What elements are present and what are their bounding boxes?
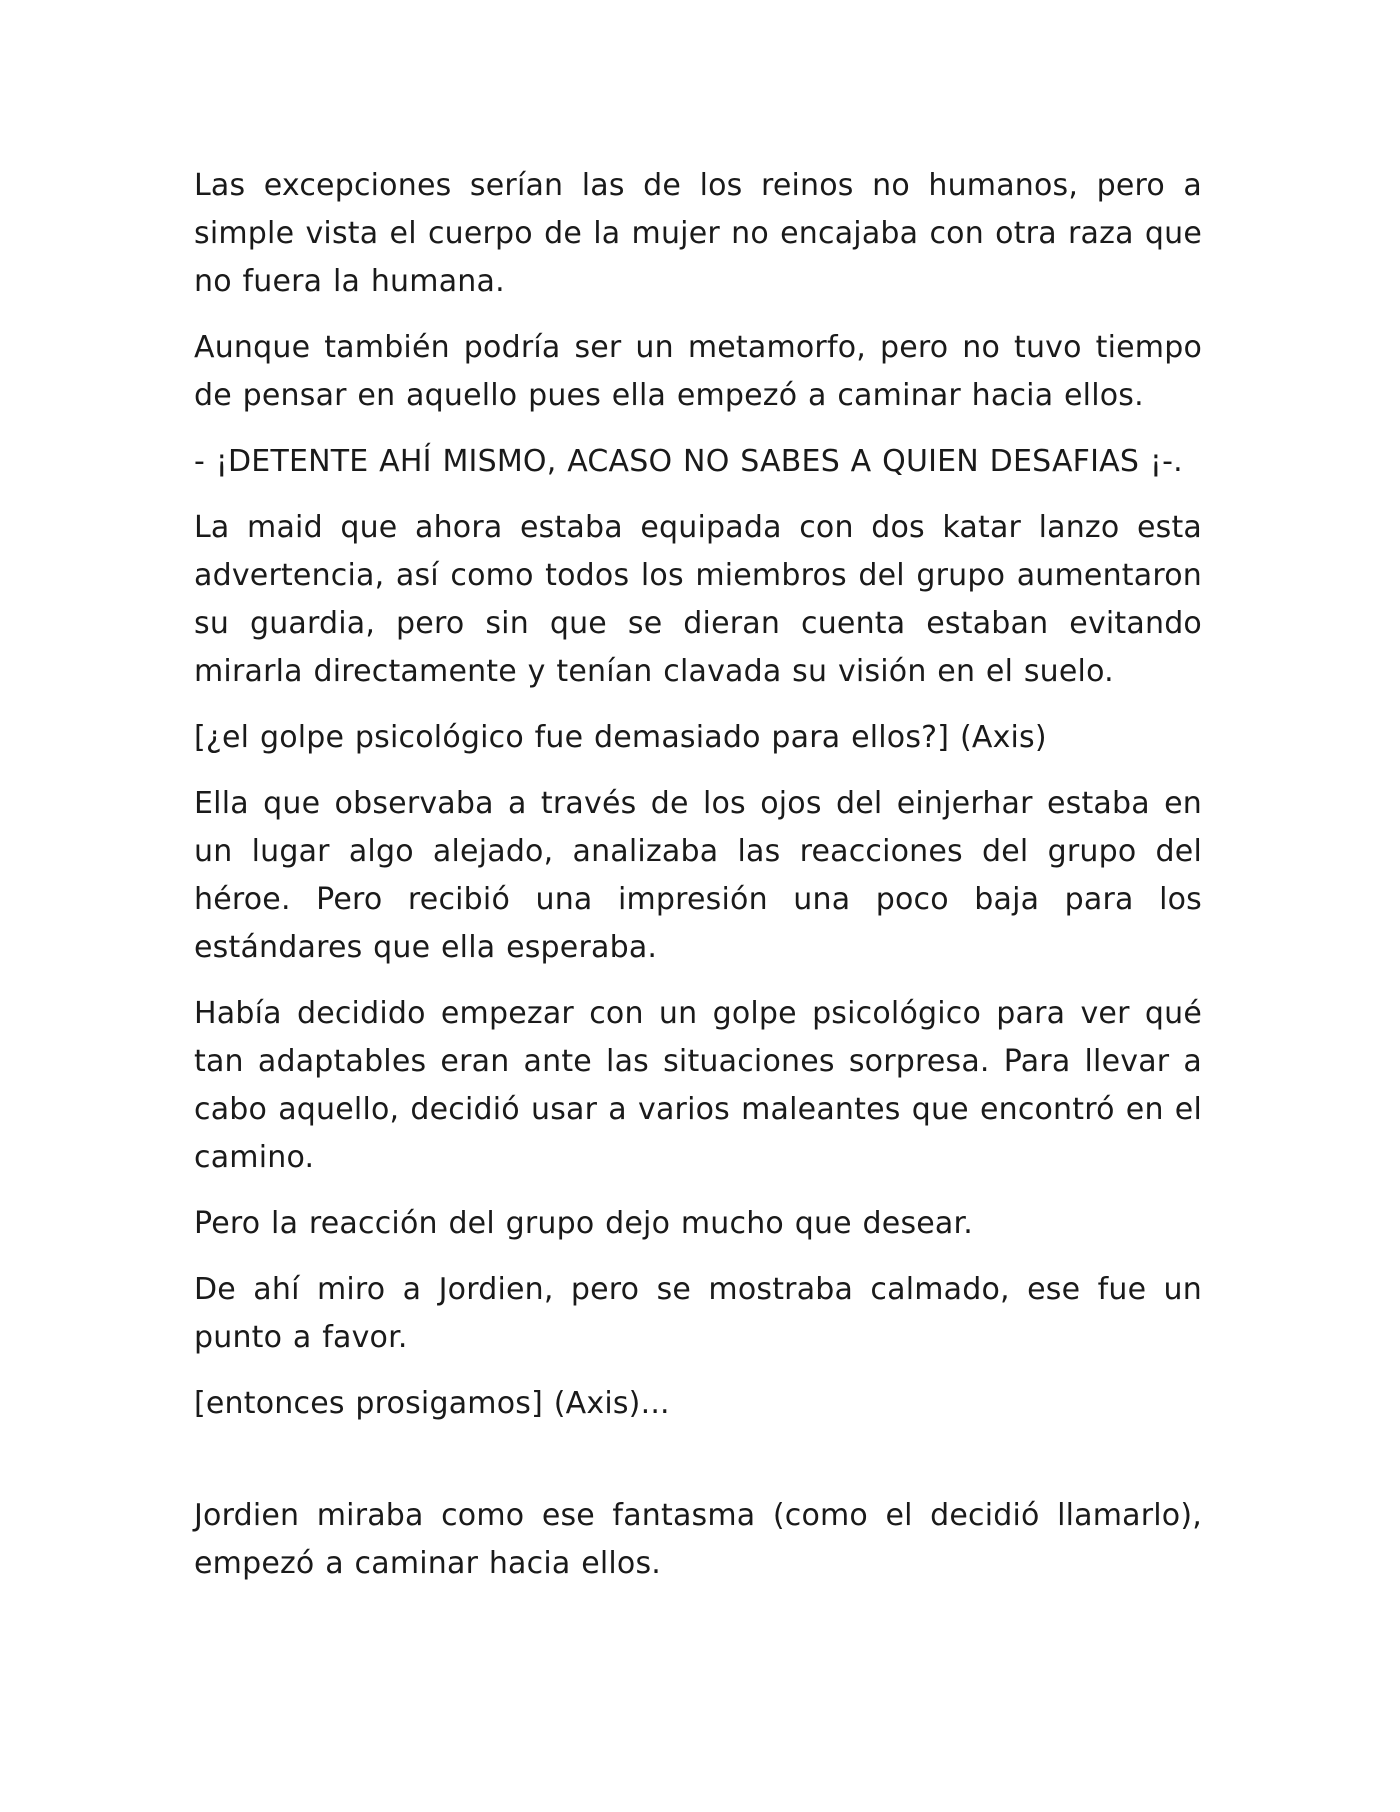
- paragraph: Ella que observaba a través de los ojos del einjerhar estaba en un lugar algo alejado, analizaba las reacciones del grupo del héroe. Pero recibió una impresión una poco baja para los estándares que ella esperaba.: [194, 786, 1202, 965]
- paragraph: Había decidido empezar con un golpe psicológico para ver qué tan adaptables eran ante las situaciones sorpresa. Para llevar a cabo aquello, decidió usar a varios maleantes que encontró en el camino.: [194, 996, 1202, 1175]
- document-body: [194, 162, 1202, 1606]
- paragraph: La maid que ahora estaba equipada con dos katar lanzo esta advertencia, así como todos los miembros del grupo aumentaron su guardia, pero sin que se dieran cuenta estaban evitando mirarla directamente y tenían clavada su visión en el suelo.: [194, 510, 1202, 689]
- paragraph: [entonces prosigamos] (Axis)...: [194, 1386, 670, 1421]
- paragraph: Pero la reacción del grupo dejo mucho que desear.: [194, 1206, 974, 1241]
- paragraph: Aunque también podría ser un metamorfo, pero no tuvo tiempo de pensar en aquello pues ella empezó a caminar hacia ellos.: [194, 330, 1202, 413]
- paragraph: De ahí miro a Jordien, pero se mostraba calmado, ese fue un punto a favor.: [194, 1272, 1202, 1355]
- paragraph: - ¡DETENTE AHÍ MISMO, ACASO NO SABES A QUIEN DESAFIAS ¡-.: [194, 444, 1183, 479]
- paragraph: Jordien miraba como ese fantasma (como el decidió llamarlo), empezó a caminar hacia ellos.: [194, 1498, 1202, 1581]
- paragraph: [¿el golpe psicológico fue demasiado para ellos?] (Axis): [194, 720, 1047, 755]
- paragraph: Las excepciones serían las de los reinos no humanos, pero a simple vista el cuerpo de la mujer no encajaba con otra raza que no fuera la humana.: [194, 168, 1202, 299]
